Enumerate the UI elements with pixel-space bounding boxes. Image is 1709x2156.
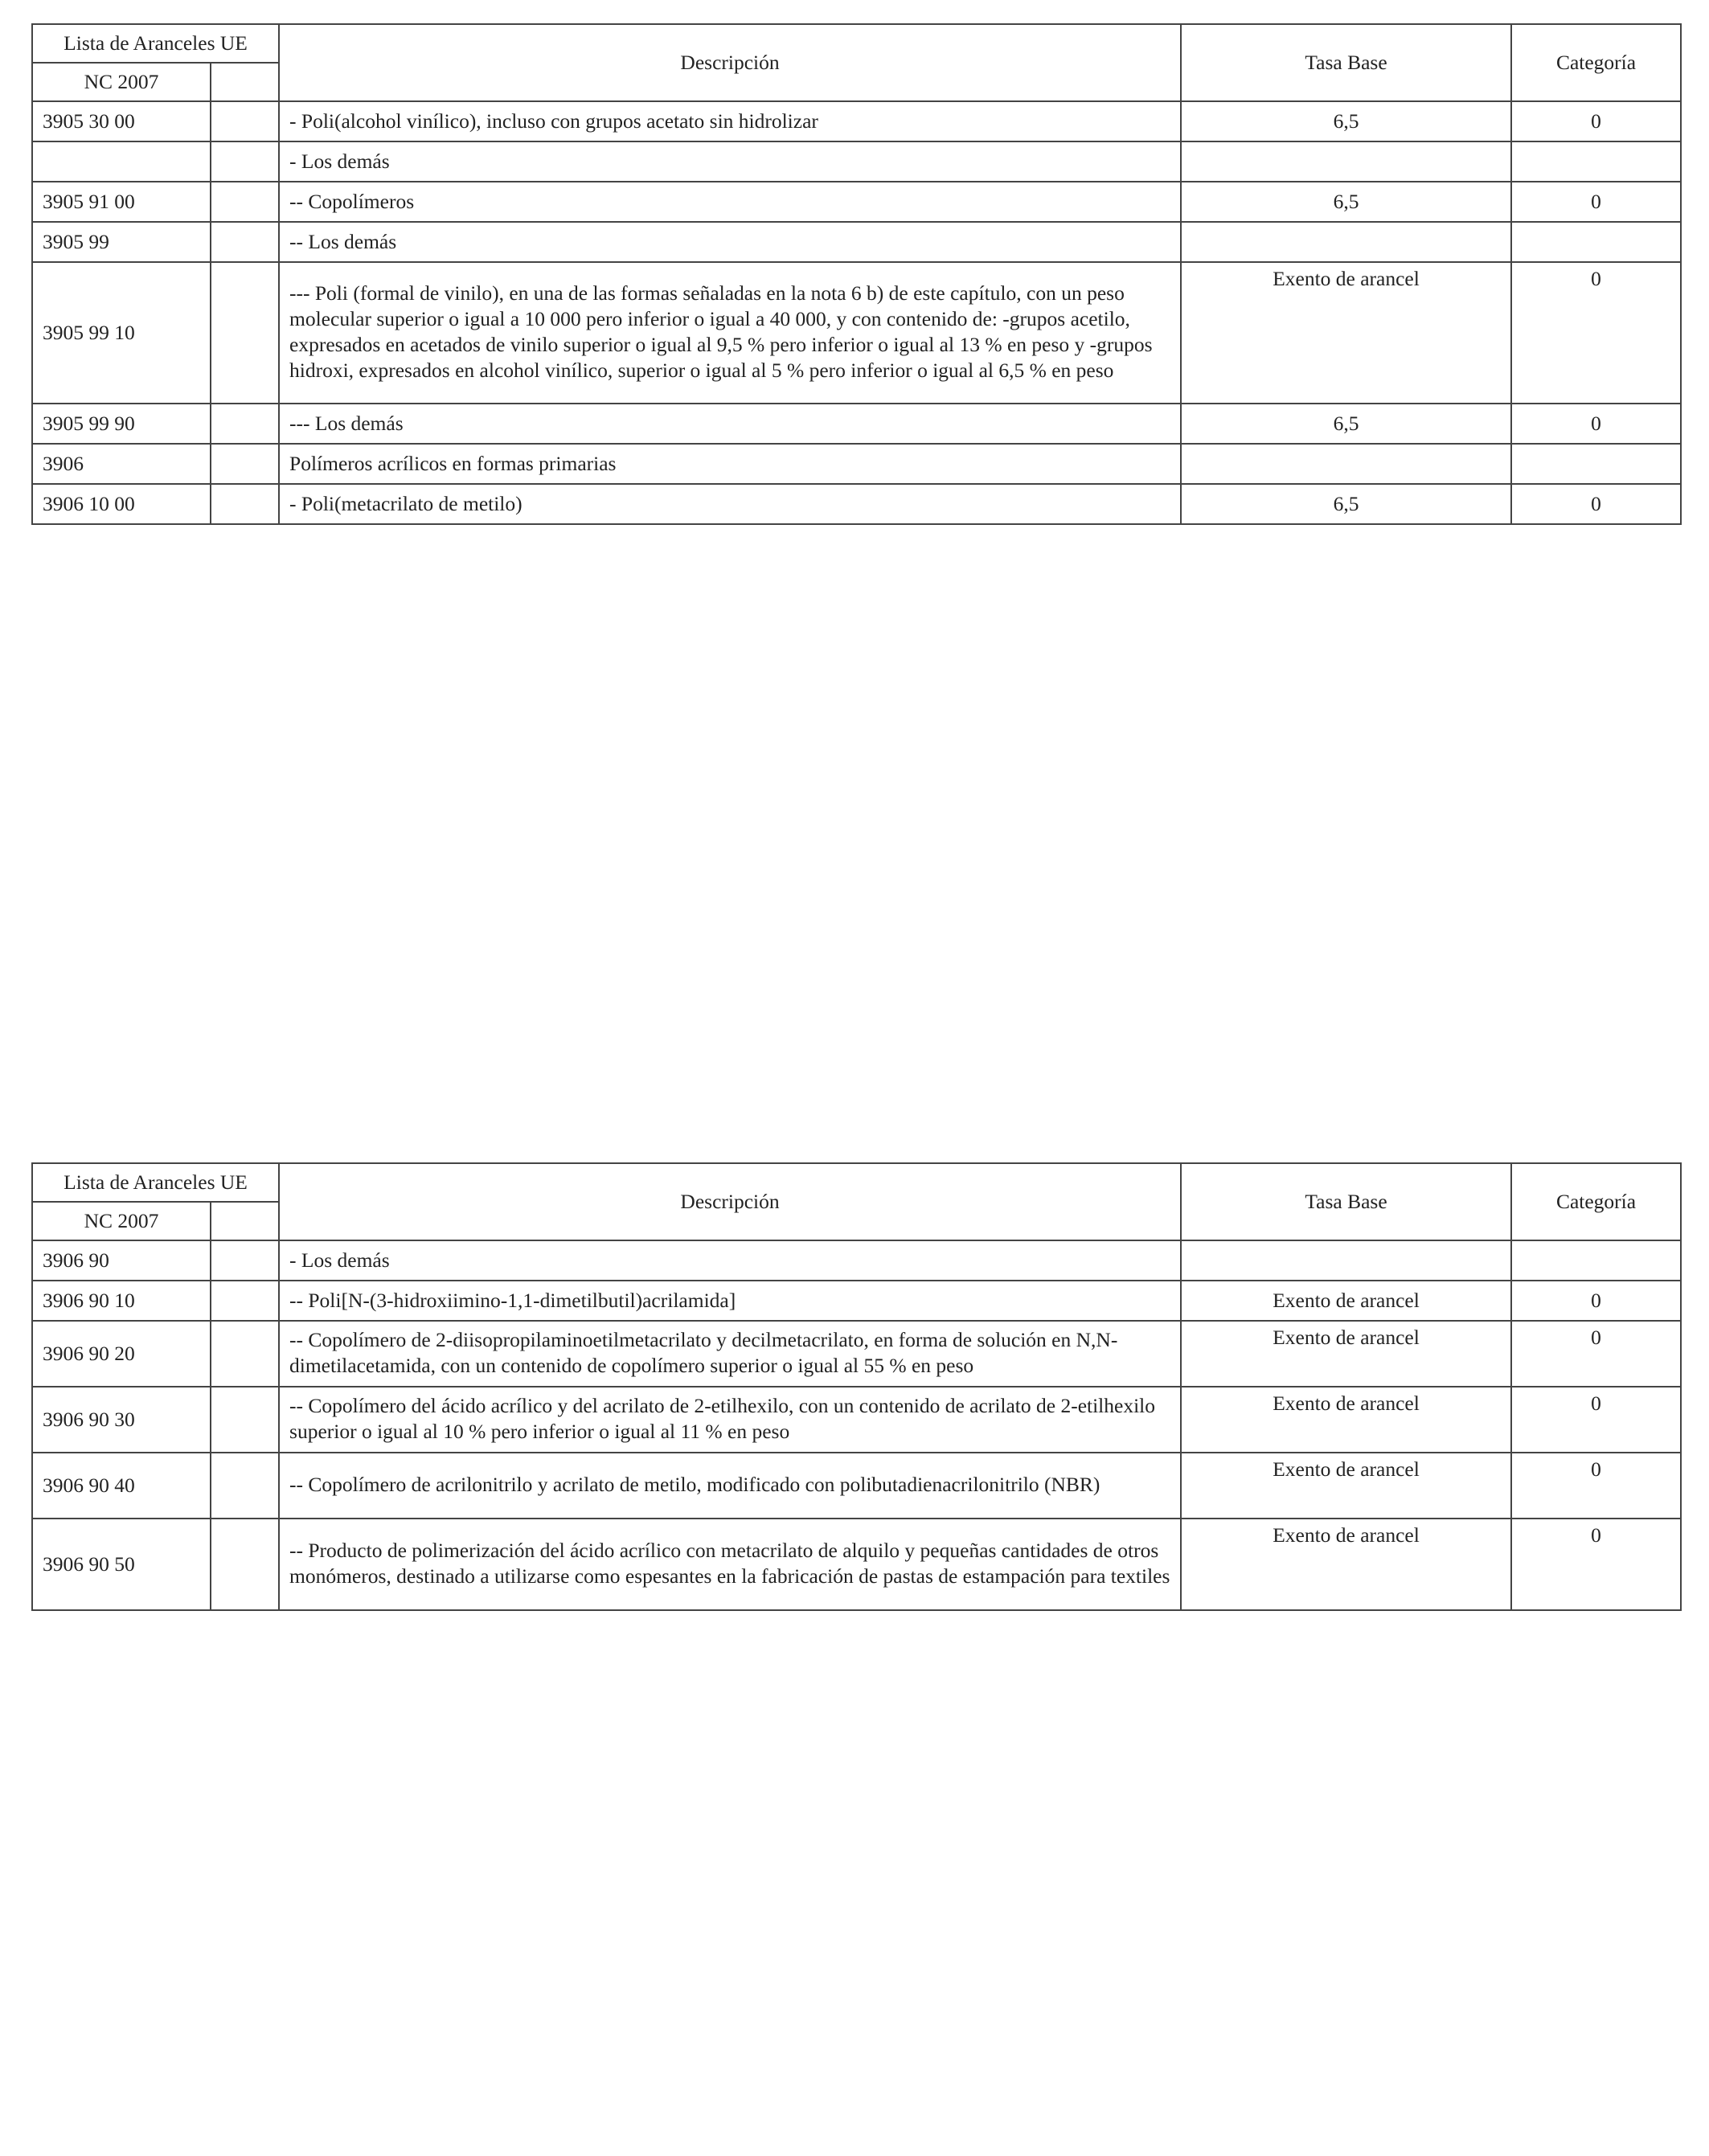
header-descripcion: Descripción — [279, 24, 1181, 101]
table-row — [32, 1453, 1681, 1519]
categoria-cell: 0 — [1511, 262, 1681, 404]
empty-cell — [211, 484, 279, 524]
description-cell: -- Producto de polimerización del ácido acrílico con metacrilato de alquilo y pequeñas cantidades de otros monómeros, destinado a utilizarse como espesantes en la fabricación de pastas de estampación para textiles — [279, 1519, 1181, 1610]
code-cell: 3905 91 00 — [32, 182, 211, 222]
categoria-cell: 0 — [1511, 1281, 1681, 1321]
header-row — [32, 24, 1681, 63]
header-tasa-base: Tasa Base — [1181, 24, 1511, 101]
empty-cell — [211, 141, 279, 182]
tasa-cell: Exento de arancel — [1181, 1387, 1511, 1453]
table-row — [32, 141, 1681, 182]
header-empty-cell — [211, 1202, 279, 1240]
description-cell: -- Copolímero de 2-diisopropilaminoetilmetacrilato y decilmetacrilato, en forma de solución en N,N-dimetilacetamida, con un contenido de copolímero superior o igual al 55 % en peso — [279, 1321, 1181, 1387]
table-row — [32, 1281, 1681, 1321]
header-nc: NC 2007 — [32, 1202, 211, 1240]
header-categoria: Categoría — [1511, 24, 1681, 101]
description-cell: Polímeros acrílicos en formas primarias — [279, 444, 1181, 484]
code-cell: 3905 99 90 — [32, 404, 211, 444]
code-cell — [32, 141, 211, 182]
table-row — [32, 1387, 1681, 1453]
code-cell: 3906 90 50 — [32, 1519, 211, 1610]
tariff-table-2 — [31, 1162, 1682, 1611]
code-cell: 3906 90 40 — [32, 1453, 211, 1519]
table-row — [32, 222, 1681, 262]
categoria-cell — [1511, 1240, 1681, 1281]
code-cell: 3906 90 — [32, 1240, 211, 1281]
header-nc: NC 2007 — [32, 63, 211, 101]
table-row — [32, 1321, 1681, 1387]
tasa-cell: 6,5 — [1181, 101, 1511, 141]
empty-cell — [211, 1453, 279, 1519]
header-descripcion: Descripción — [279, 1163, 1181, 1240]
categoria-cell: 0 — [1511, 484, 1681, 524]
empty-cell — [211, 182, 279, 222]
description-cell: -- Copolímeros — [279, 182, 1181, 222]
description-cell: -- Poli[N-(3-hidroxiimino-1,1-dimetilbutil)acrilamida] — [279, 1281, 1181, 1321]
code-cell: 3906 10 00 — [32, 484, 211, 524]
tasa-cell — [1181, 1240, 1511, 1281]
categoria-cell: 0 — [1511, 1519, 1681, 1610]
empty-cell — [211, 222, 279, 262]
empty-cell — [211, 444, 279, 484]
table-row — [32, 182, 1681, 222]
code-cell: 3905 99 — [32, 222, 211, 262]
description-cell: -- Los demás — [279, 222, 1181, 262]
code-cell: 3906 90 20 — [32, 1321, 211, 1387]
header-row — [32, 1163, 1681, 1202]
tasa-cell: Exento de arancel — [1181, 1519, 1511, 1610]
code-cell: 3905 99 10 — [32, 262, 211, 404]
header-empty-cell — [211, 63, 279, 101]
empty-cell — [211, 1321, 279, 1387]
categoria-cell — [1511, 222, 1681, 262]
table-row — [32, 262, 1681, 404]
tasa-cell: 6,5 — [1181, 484, 1511, 524]
table-row — [32, 484, 1681, 524]
code-cell: 3906 90 10 — [32, 1281, 211, 1321]
header-categoria: Categoría — [1511, 1163, 1681, 1240]
tasa-cell: Exento de arancel — [1181, 1281, 1511, 1321]
description-cell: -- Copolímero de acrilonitrilo y acrilato de metilo, modificado con polibutadienacrilonitrilo (NBR) — [279, 1453, 1181, 1519]
description-cell: --- Los demás — [279, 404, 1181, 444]
code-cell: 3906 — [32, 444, 211, 484]
empty-cell — [211, 1519, 279, 1610]
tasa-cell: Exento de arancel — [1181, 1453, 1511, 1519]
tasa-cell — [1181, 141, 1511, 182]
tasa-cell: Exento de arancel — [1181, 1321, 1511, 1387]
categoria-cell: 0 — [1511, 404, 1681, 444]
empty-cell — [211, 404, 279, 444]
tasa-cell — [1181, 444, 1511, 484]
code-cell: 3905 30 00 — [32, 101, 211, 141]
empty-cell — [211, 262, 279, 404]
empty-cell — [211, 1281, 279, 1321]
categoria-cell: 0 — [1511, 1453, 1681, 1519]
tasa-cell: 6,5 — [1181, 404, 1511, 444]
empty-cell — [211, 1240, 279, 1281]
empty-cell — [211, 101, 279, 141]
categoria-cell: 0 — [1511, 101, 1681, 141]
description-cell: - Los demás — [279, 1240, 1181, 1281]
table-row — [32, 101, 1681, 141]
header-lista: Lista de Aranceles UE — [32, 24, 279, 63]
categoria-cell — [1511, 141, 1681, 182]
tariff-table-1 — [31, 23, 1682, 525]
table-row — [32, 444, 1681, 484]
categoria-cell: 0 — [1511, 182, 1681, 222]
categoria-cell: 0 — [1511, 1387, 1681, 1453]
description-cell: -- Copolímero del ácido acrílico y del acrilato de 2-etilhexilo, con un contenido de acrilato de 2-etilhexilo superior o igual al 10 % pero inferior o igual al 11 % en peso — [279, 1387, 1181, 1453]
description-cell: --- Poli (formal de vinilo), en una de las formas señaladas en la nota 6 b) de este capítulo, con un peso molecular superior o igual a 10 000 pero inferior o igual a 40 000, y con contenido de: -grupos acetilo, expresados en acetados de vinilo superior o igual al 9,5 % pero inferior o igual al 13 % en peso y -grupos hidroxi, expresados en alcohol vinílico, superior o igual al 5 % pero inferior o igual al 6,5 % en peso — [279, 262, 1181, 404]
code-cell: 3906 90 30 — [32, 1387, 211, 1453]
description-cell: - Los demás — [279, 141, 1181, 182]
description-cell: - Poli(metacrilato de metilo) — [279, 484, 1181, 524]
tasa-cell — [1181, 222, 1511, 262]
tasa-cell: Exento de arancel — [1181, 262, 1511, 404]
description-cell: - Poli(alcohol vinílico), incluso con grupos acetato sin hidrolizar — [279, 101, 1181, 141]
header-lista: Lista de Aranceles UE — [32, 1163, 279, 1202]
tasa-cell: 6,5 — [1181, 182, 1511, 222]
empty-cell — [211, 1387, 279, 1453]
table-row — [32, 1240, 1681, 1281]
table-row — [32, 1519, 1681, 1610]
categoria-cell: 0 — [1511, 1321, 1681, 1387]
categoria-cell — [1511, 444, 1681, 484]
table-row — [32, 404, 1681, 444]
header-tasa-base: Tasa Base — [1181, 1163, 1511, 1240]
